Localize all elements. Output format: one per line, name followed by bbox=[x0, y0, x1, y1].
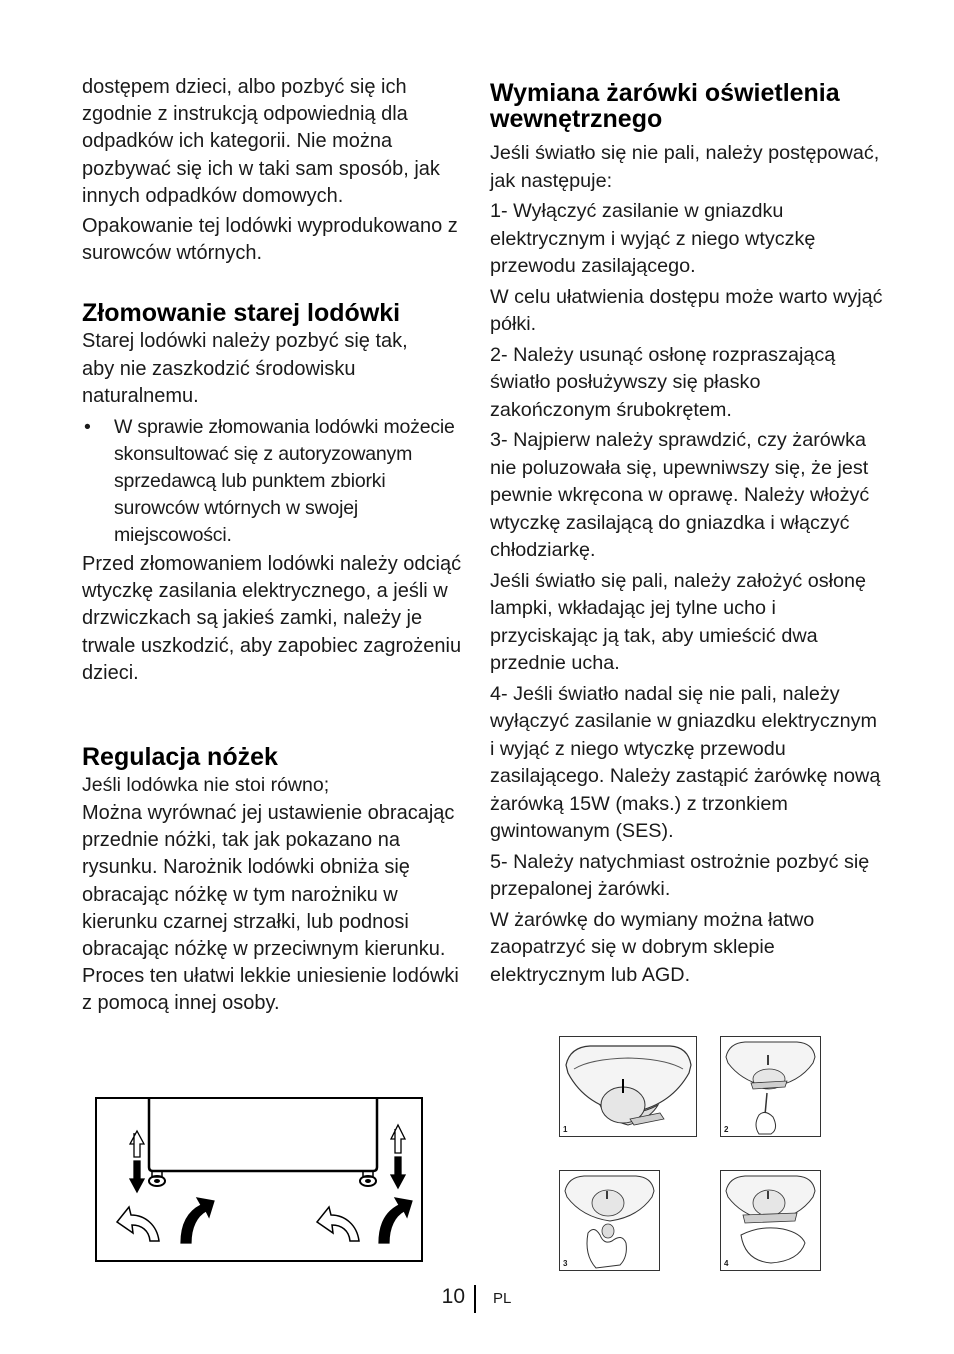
intro-paragraph-2: Opakowanie tej lodówki wyprodukowano z surowców wtórnych. bbox=[82, 215, 458, 265]
feet-paragraph-2: Można wyrównać jej ustawienie obracając przednie nóżki, tak jak pokazano na rysunku. Narożnik lodówki obniża się obracając nóżkę w tym narożniku w kierunku czarnej strzałki, lub podnosi obracając nóżkę w przeciwnym kierunku. Proces ten ułatwi lekkie uniesienie lodówki z pomocą innej osoby. bbox=[82, 802, 459, 1015]
disposal-paragraph-1: Starej lodówki należy pozbyć się tak, aby nie zaszkodzić środowisku naturalnemu. bbox=[82, 330, 408, 407]
disposal-bullet-item bbox=[82, 414, 468, 549]
feet-paragraph-1: Jeśli lodówka nie stoi równo; bbox=[82, 774, 330, 797]
left-rotate-open-arrow-icon bbox=[117, 1207, 159, 1241]
bulb-heading: Wymiana żarówki oświetlenia wewnętrznego bbox=[490, 79, 840, 133]
feet-heading: Regulacja nóżek bbox=[82, 743, 278, 772]
lamp-housing-icon bbox=[560, 1037, 695, 1135]
bulb-paragraph-3: 2- Należy usunąć osłonę rozpraszającą światło posłużywszy się płasko zakończonym śrubokrętem. bbox=[490, 343, 836, 421]
step-number: 2 bbox=[724, 1125, 729, 1134]
feet-adjustment-figure bbox=[95, 1097, 423, 1262]
left-vertical-arrows-icon bbox=[130, 1131, 144, 1192]
screwdriver-removing-cover-icon bbox=[721, 1037, 819, 1135]
bulb-step-1-figure bbox=[559, 1036, 697, 1137]
disposal-paragraph-2: Przed złomowaniem lodówki należy odciąć wtyczkę zasilania elektrycznego, a jeśli w drzwiczkach są jakieś zamki, należy je trwale uszkodzić, aby zapobiec zagrożeniu dzieci. bbox=[82, 553, 462, 684]
step-number: 3 bbox=[563, 1259, 568, 1268]
step-number: 4 bbox=[724, 1259, 729, 1268]
bulb-paragraph-1: 1- Wyłączyć zasilanie w gniazdku elektrycznym i wyjąć z niego wtyczkę przewodu zasilającego. bbox=[490, 200, 816, 277]
bulb-step-2-figure bbox=[720, 1036, 821, 1137]
step-number: 1 bbox=[563, 1125, 568, 1134]
bulb-paragraph-2: W celu ułatwienia dostępu może warto wyjąć półki. bbox=[490, 285, 883, 335]
disposal-heading: Złomowanie starej lodówki bbox=[82, 299, 401, 328]
disposal-list bbox=[82, 414, 468, 549]
bulb-step-4-figure bbox=[720, 1170, 821, 1271]
left-rotate-filled-arrow-icon bbox=[181, 1198, 214, 1243]
page-number: 10 bbox=[441, 1285, 465, 1308]
left-column bbox=[82, 74, 468, 1018]
bulb-paragraph-0: Jeśli światło się nie pali, należy postępować, jak następuje: bbox=[490, 142, 880, 192]
right-rotate-open-arrow-icon bbox=[317, 1207, 359, 1241]
feet-drawing bbox=[97, 1099, 421, 1260]
bullet-icon: • bbox=[84, 416, 91, 439]
bulb-paragraph-8: W żarówkę do wymiany można łatwo zaopatrzyć się w dobrym sklepie elektrycznym lub AGD. bbox=[490, 908, 815, 986]
left-foot-icon bbox=[149, 1171, 165, 1186]
bulb-paragraph-5: Jeśli światło się pali, należy założyć osłonę lampki, wkładając jej tylne ucho i przyciskając ją tak, aby umieścić dwa przednie ucha. bbox=[490, 569, 867, 674]
disposal-bullet-text: W sprawie złomowania lodówki możecie skonsultować się z autoryzowanym sprzedawcą lub punktem zbiorki surowców wtórnych w swojej miejscowości. bbox=[114, 416, 455, 547]
hand-refitting-cover-icon bbox=[721, 1171, 819, 1269]
intro-paragraph-1: dostępem dzieci, albo pozbyć się ich zgodnie z instrukcją odpowiednią dla odpadków ich kategorii. Nie można pozbywać się ich w taki sam sposób, jak innych odpadków domowych. bbox=[82, 76, 440, 207]
bulb-step-3-figure bbox=[559, 1170, 660, 1271]
bulb-paragraph-4: 3- Najpierw należy sprawdzić, czy żarówka nie poluzowała się, upewniwszy się, że jest pewnie wkręcona w oprawę. Należy włożyć wtyczkę zasilającą do gniazdka i włączyć chłodziarkę. bbox=[490, 429, 870, 561]
right-column bbox=[490, 80, 885, 989]
language-code: PL bbox=[493, 1290, 512, 1307]
right-foot-icon bbox=[360, 1171, 376, 1186]
footer-separator bbox=[474, 1285, 476, 1313]
hand-checking-bulb-icon bbox=[560, 1171, 658, 1269]
page-footer bbox=[0, 1285, 954, 1315]
bulb-paragraph-7: 5- Należy natychmiast ostrożnie pozbyć się przepalonej żarówki. bbox=[490, 850, 870, 900]
right-rotate-filled-arrow-icon bbox=[379, 1198, 412, 1243]
bulb-paragraph-6: 4- Jeśli światło nadal się nie pali, należy wyłączyć zasilanie w gniazdku elektrycznym i wyjąć z niego wtyczkę przewodu zasilającego. Należy zastąpić żarówkę nową żarówką 15W (maks.) z trzonkiem gwintowanym (SES). bbox=[490, 682, 881, 842]
right-vertical-arrows-icon bbox=[391, 1125, 405, 1188]
